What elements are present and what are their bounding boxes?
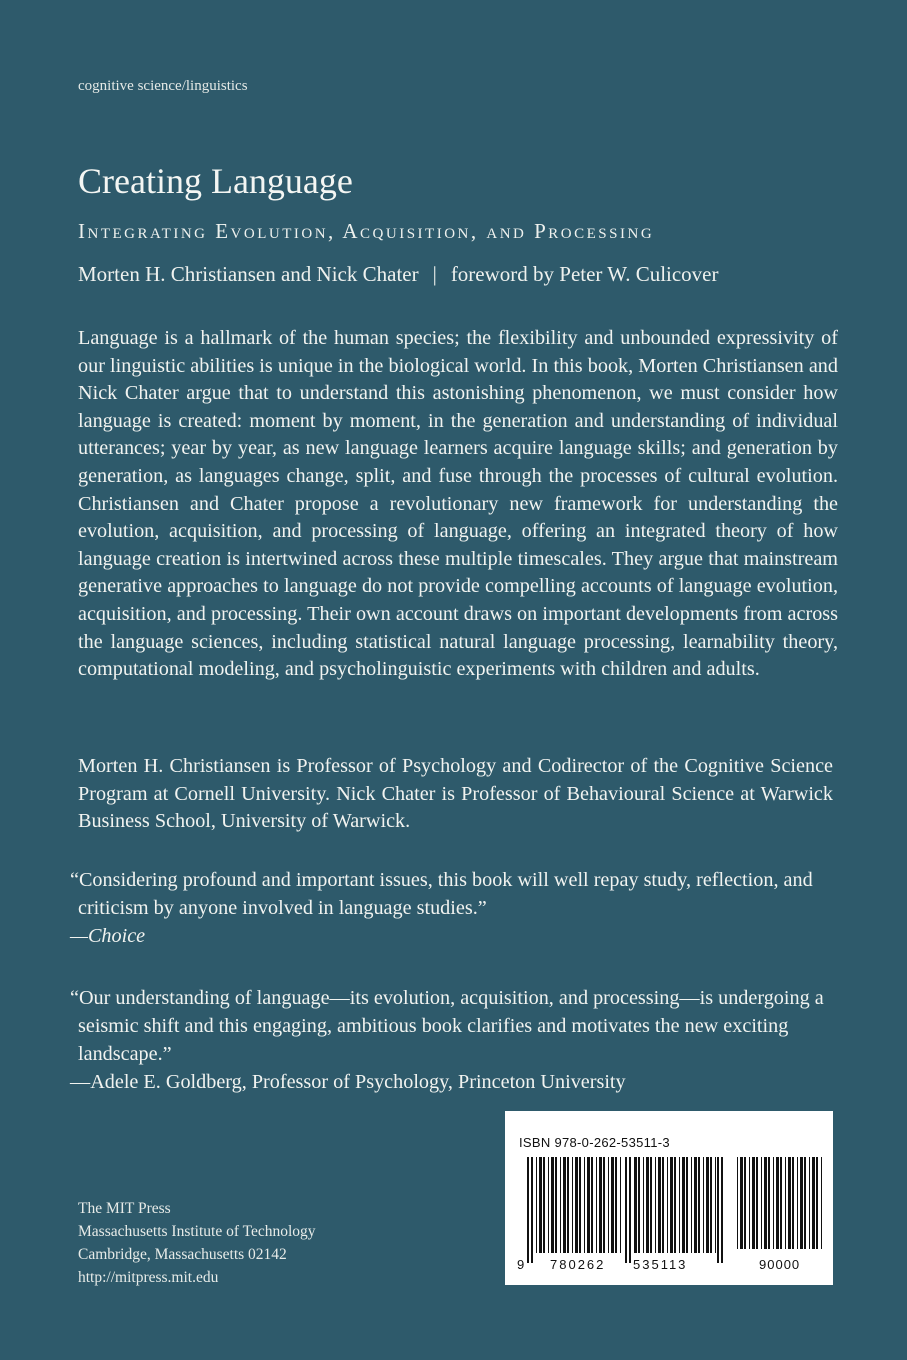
author-separator: |: [432, 262, 437, 286]
barcode-addon-digits: 90000: [759, 1257, 801, 1272]
publisher-block: [78, 1197, 316, 1289]
publisher-name: The MIT Press: [78, 1200, 171, 1217]
book-title: Creating Language: [78, 161, 353, 201]
category-label: cognitive science/linguistics: [78, 78, 248, 94]
quote-attribution: —Choice: [70, 925, 146, 947]
quote-attribution: —Adele E. Goldberg, Professor of Psychology, Princeton University: [70, 1071, 626, 1093]
book-description: Language is a hallmark of the human species; the flexibility and unbounded expressivity of our linguistic abilities is unique in the biological world. In this book, Morten Christiansen and Nick Chater argue that to understand this astonishing phenomenon, we must consider how language is created: moment by moment, in the generation and understanding of individual utterances; year by year, as new language learners acquire language skills; and generation by generation, as languages change, split, and fuse through the processes of cultural evolution. Christiansen and Chater propose a revolutionary new framework for understanding the evolution, acquisition, and processing of language, offering an integrated theory of how language creation is intertwined across these multiple timescales. They argue that mainstream generative approaches to language do not provide compelling accounts of language evolution, acquisition, and processing. Their own account draws on important developments from across the language sciences, including statistical natural language processing, learnability theory, computational modeling, and psycholinguistic experiments with children and adults.: [78, 327, 838, 681]
quote-text: “Considering profound and important issues, this book will well repay study, reflection, and criticism by anyone involved in language studies.”: [70, 869, 813, 919]
author-line: [78, 262, 719, 287]
publisher-institution: Massachusetts Institute of Technology: [78, 1223, 316, 1240]
barcode-right-digits: 535113: [633, 1257, 688, 1272]
book-subtitle: Integrating Evolution, Acquisition, and Processing: [78, 219, 655, 243]
review-quote: [70, 984, 838, 1096]
quote-text: “Our understanding of language—its evolution, acquisition, and processing—is undergoing a seismic shift and this engaging, ambitious book clarifies and motivates the new exciting landscape.”: [70, 987, 824, 1065]
foreword-credit: foreword by Peter W. Culicover: [450, 262, 719, 286]
authors-names: Morten H. Christiansen and Nick Chater: [78, 262, 419, 286]
barcode-lead-digit: 9: [517, 1257, 525, 1272]
barcode-left-digits: 780262: [550, 1257, 606, 1272]
barcode-panel: [505, 1111, 833, 1285]
publisher-url: http://mitpress.mit.edu: [78, 1269, 219, 1286]
publisher-address: Cambridge, Massachusetts 02142: [78, 1246, 287, 1263]
author-bio: Morten H. Christiansen is Professor of Psychology and Codirector of the Cognitive Science Program at Cornell University. Nick Chater is Professor of Behavioural Science at Warwick Business School, University of Warwick.: [78, 755, 833, 833]
review-quote: [70, 866, 838, 950]
isbn-label: ISBN 978-0-262-53511-3: [519, 1135, 670, 1150]
